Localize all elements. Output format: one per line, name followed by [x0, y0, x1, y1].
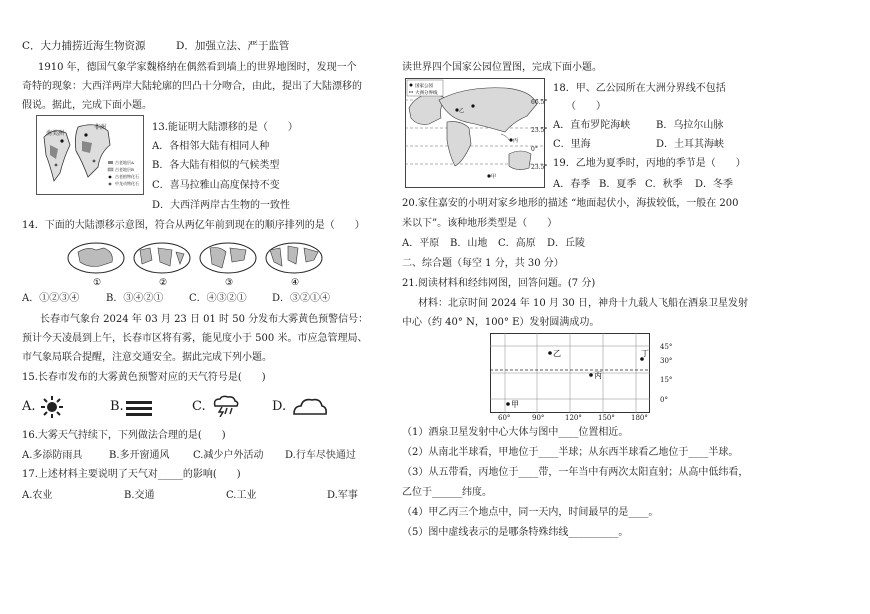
q14-option-a: A．①②③④ [22, 293, 80, 304]
q16-option-b: B.多开窗通风 [109, 450, 170, 461]
intro-line: 假说。据此，完成下面小题。 [22, 100, 152, 111]
globe-2 [134, 243, 190, 273]
globe-1 [68, 243, 124, 273]
q16-option-a: A.多添防雨具 [22, 450, 83, 461]
lon-tick: 180° [631, 414, 648, 422]
grid-point-label: 丙 [594, 371, 602, 380]
lat-tick: 15° [660, 376, 673, 384]
q17-option-a: A.农业 [22, 490, 53, 501]
q17-option-c: C.工业 [226, 490, 257, 501]
lat-label: 66.5° [531, 99, 548, 106]
q15-stem: 15.长春市发布的大雾黄色预警对应的天气符号是( ) [22, 372, 266, 383]
globe-4 [266, 243, 322, 273]
legend-text: 古老地层B [115, 167, 134, 172]
lat-tick: 45° [660, 343, 673, 351]
q20-option-d: D．丘陵 [547, 238, 586, 249]
legend-text: 中龙动物化石 [115, 181, 139, 186]
q18-stem: 18．甲、乙公园所在大洲分界线不包括 [553, 83, 726, 94]
q19-option-d: D．冬季 [695, 179, 734, 190]
q21-sub4: （4）甲乙丙三个地点中，同一天内，时间最早的是____。 [402, 507, 659, 518]
intro-line: 长春市气象台 2024 年 03 月 23 日 01 时 50 分发布大雾黄色预警信号： [40, 314, 369, 325]
q12-option-c: C．大力捕捞近海生物资源 [22, 40, 146, 52]
grid-point-label: 乙 [553, 349, 561, 358]
park-label: 甲 [491, 174, 497, 180]
q15-option-d: D. [272, 399, 287, 414]
globe-3 [200, 243, 256, 273]
q15-option-a: A. [22, 399, 36, 414]
q21-stem: 21.阅读材料和经纬网图，回答问题。(7 分) [402, 278, 596, 289]
intro-line: 1910 年，德国气象学家魏格纳在偶然看到墙上的世界地图时，发现一个 [38, 62, 357, 73]
globe-number: ④ [291, 278, 300, 288]
q21-sub1: （1）酒泉卫星发射中心大体与图中____位置相近。 [402, 427, 629, 438]
legend-text: 古老地层A [115, 160, 134, 165]
q21-sub3: （3）从五带看，丙地位于____带，一年当中有两次太阳直射；从高中低纬看， [402, 467, 749, 478]
q19-option-c: C．秋季 [645, 179, 683, 190]
legend-park: 国家公园 [415, 84, 433, 89]
legend-text: 古老植物化石 [115, 174, 139, 179]
q13-option-c: C．喜马拉雅山高度保持不变 [152, 180, 280, 191]
q17-option-b: B.交通 [124, 490, 155, 501]
q13-option-d: D．大西洋两岸古生物的一致性 [152, 200, 291, 211]
q18-option-a: A．直布罗陀海峡 [553, 120, 631, 131]
q16-stem: 16.大雾天气持续下，下列做法合理的是( ) [22, 430, 226, 441]
park-label: 丙 [513, 138, 519, 144]
intro-line: 预计今天凌晨到上午，长春市区将有雾，能见度小于 500 米。市应急管理局、 [22, 333, 368, 344]
globe-number: ① [93, 278, 102, 288]
q13-option-b: B．各大陆有相似的气候类型 [152, 160, 280, 171]
q14-option-c: C．④③②① [189, 293, 247, 304]
q18-option-b: B．乌拉尔山脉 [656, 120, 724, 131]
q15-option-c: C. [192, 399, 206, 414]
intro-line: 市气象局联合提醒，注意交通安全。据此完成下列小题。 [22, 352, 272, 363]
sunny-icon [40, 396, 64, 422]
park-label: 乙 [459, 108, 465, 114]
drift-diagrams [66, 240, 330, 288]
q20-option-b: B．山地 [450, 238, 488, 249]
q18-option-d: D．土耳其海峡 [656, 139, 725, 150]
q20-option-c: C．高原 [498, 238, 536, 249]
globe-number: ② [159, 278, 168, 288]
material-line: 材料：北京时间 2024 年 10 月 30 日，神舟十九载人飞船在酒泉卫星发射 [418, 298, 748, 309]
q18-option-c: C．里海 [553, 139, 591, 150]
q12-option-d: D．加强立法、严于监管 [176, 40, 290, 52]
thunder-rain-icon [210, 395, 240, 421]
lon-tick: 120° [565, 414, 582, 422]
grid-point-label: 丁 [641, 349, 649, 358]
lat-tick: 30° [660, 357, 673, 365]
q21-sub5: （5）图中虚线表示的是哪条特殊纬线__________。 [402, 527, 629, 538]
lon-tick: 60° [498, 414, 511, 422]
q17-stem: 17.上述材料主要说明了天气对_____的影响( ) [22, 469, 241, 480]
q14-stem: 14．下面的大陆漂移示意图，符合从两亿年前到现在的顺序排列的是（ ） [22, 220, 365, 231]
lon-tick: 90° [532, 414, 545, 422]
q14-option-b: B．③④②① [106, 293, 164, 304]
world-parks-map [405, 78, 548, 188]
material-line: 中心（约 40° N，100° E）发射圆满成功。 [402, 317, 600, 328]
lon-tick: 150° [598, 414, 615, 422]
q20-stem: 米以下”。该种地形类型是（ ） [402, 218, 558, 229]
continent-fossil-map [36, 115, 144, 195]
globe-number: ③ [225, 278, 234, 288]
intro-line: 奇特的现象：大西洋两岸大陆轮廓的凹凸十分吻合，由此，提出了大陆漂移的 [22, 81, 362, 92]
q21-sub2: （2）从南北半球看，甲地位于____半球；从东西半球看乙地位于____半球。 [402, 447, 739, 458]
q19-stem: 19．乙地为夏季时，丙地的季节是（ ） [553, 158, 746, 169]
q19-option-b: B．夏季 [599, 179, 637, 190]
legend-boundary: 大洲分界线 [415, 91, 438, 96]
fog-icon [126, 400, 152, 420]
lat-tick: 0° [660, 396, 668, 404]
q20-option-a: A．平原 [402, 238, 440, 249]
label-south-america: 南美洲 [46, 130, 65, 137]
q17-option-d: D.军事 [327, 490, 358, 501]
lat-label: 23.5° [531, 127, 548, 134]
q21-sub3b: 乙位于______纬度。 [402, 487, 492, 498]
q18-bracket: （ ） [566, 101, 606, 112]
grid-point-label: 甲 [511, 400, 519, 409]
label-africa: 非洲 [94, 124, 107, 131]
q19-option-a: A．春季 [553, 179, 591, 190]
q20-stem: 20.家住嘉安的小明对家乡地形的描述 “地面起伏小，海拔较低，一般在 200 [402, 198, 739, 209]
q16-option-d: D.行车尽快通过 [285, 450, 356, 461]
lat-label: 0° [531, 146, 538, 153]
q15-option-b: B. [110, 399, 124, 414]
q14-option-d: D．③②①④ [272, 293, 331, 304]
map-intro: 读世界四个国家公园位置图，完成下面小题。 [402, 62, 602, 73]
lat-label: 23.5° [531, 164, 548, 171]
q13-stem: 13.能证明大陆漂移的是（ ） [152, 122, 298, 133]
q16-option-c: C.减少户外活动 [193, 450, 264, 461]
q13-option-a: A．各相邻大陆有相同人种 [152, 141, 270, 152]
section-title: 二、综合题（每空 1 分，共 30 分） [402, 258, 564, 269]
cloudy-icon [292, 396, 328, 420]
